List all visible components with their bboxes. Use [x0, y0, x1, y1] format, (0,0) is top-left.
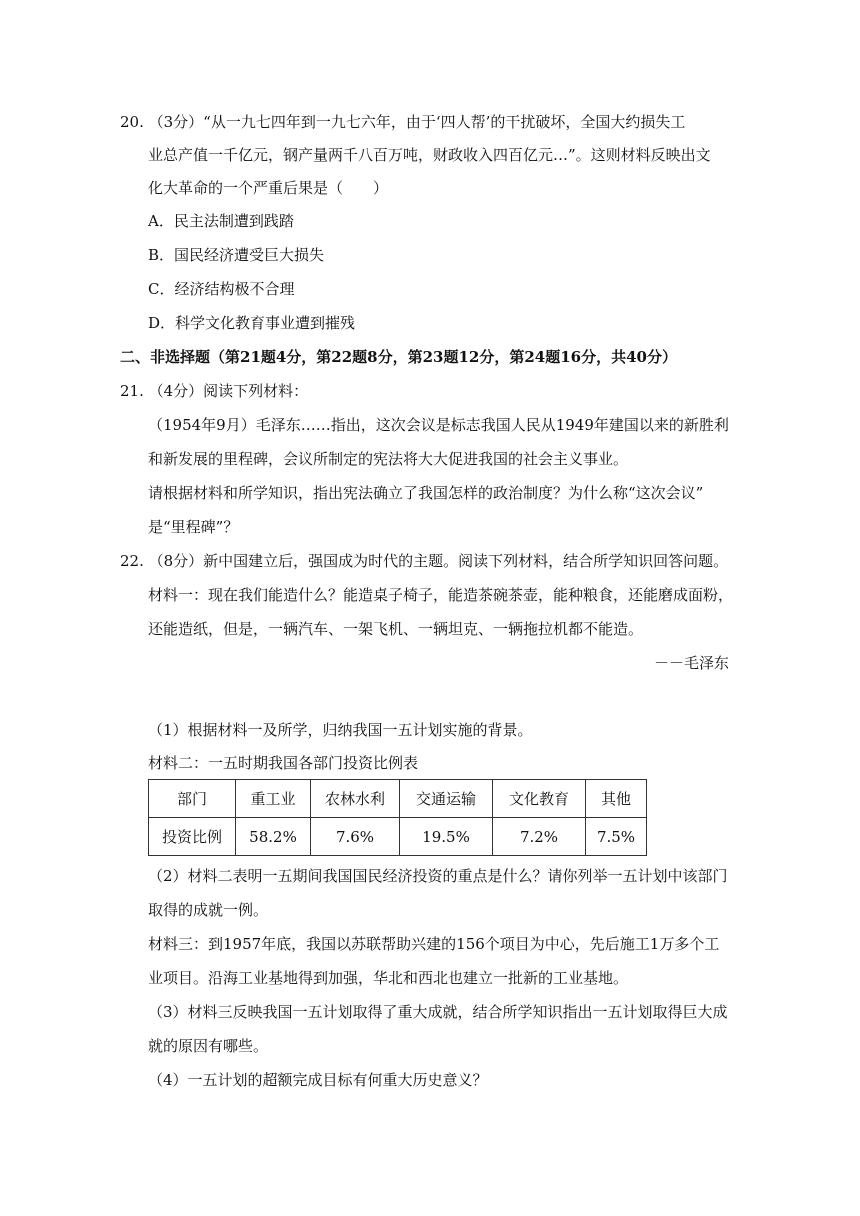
table-header-cell: 交通运输 [400, 780, 493, 818]
q22-sub-question-1: （1）根据材料一及所学，归纳我国一五计划实施的背景。 [148, 721, 533, 739]
q20-option-a: A．民主法制遭到践踏 [148, 212, 294, 230]
q21-line-2: （1954年9月）毛泽东……指出，这次会议是标志我国人民从1949年建国以来的新胜利 [148, 416, 729, 434]
table-cell: 58.2% [236, 818, 311, 856]
table-cell: 7.6% [311, 818, 400, 856]
section-2-title: 二、非选择题（第21题4分，第22题8分，第23题12分，第24题16分，共40分） [120, 348, 677, 366]
q22-material-2-title: 材料二：一五时期我国各部门投资比例表 [148, 754, 419, 772]
table-cell: 19.5% [400, 818, 493, 856]
table-cell: 7.5% [586, 818, 647, 856]
q21-line-3: 和新发展的里程碑，会议所制定的宪法将大大促进我国的社会主义事业。 [148, 450, 629, 468]
table-header-cell: 重工业 [236, 780, 311, 818]
q20-option-c: C．经济结构极不合理 [148, 280, 295, 298]
q20-option-d: D．科学文化教育事业遭到摧残 [148, 314, 356, 332]
table-header-cell: 部门 [149, 780, 236, 818]
q22-attribution: －－毛泽东 [653, 654, 729, 672]
q20-line-3: 化大革命的一个严重后果是（ ） [148, 179, 389, 197]
q22-material-3-line-1: 材料三：到1957年底，我国以苏联帮助兴建的156个项目为中心，先后施工1万多个工 [148, 935, 720, 953]
q22-material-1-line-2: 还能造纸，但是，一辆汽车、一架飞机、一辆坦克、一辆拖拉机都不能造。 [148, 620, 644, 638]
q21-line-1: 21. （4分）阅读下列材料： [120, 382, 309, 400]
q21-line-4: 请根据材料和所学知识，指出宪法确立了我国怎样的政治制度？为什么称“这次会议” [148, 484, 704, 502]
q22-sub-question-2-line-1: （2）材料二表明一五期间我国国民经济投资的重点是什么？请你列举一五计划中该部门 [148, 867, 728, 885]
table-header-row [149, 780, 647, 818]
q22-sub-question-3-line-1: （3）材料三反映我国一五计划取得了重大成就，结合所学知识指出一五计划取得巨大成 [148, 1003, 728, 1021]
q20-line-1: 20. （3分）“从一九七四年到一九七六年，由于‘四人帮’的干扰破坏，全国大约损失工 [120, 113, 686, 131]
q22-line-1: 22. （8分）新中国建立后，强国成为时代的主题。阅读下列材料，结合所学知识回答问题。 [120, 552, 729, 570]
table-header-cell: 文化教育 [493, 780, 586, 818]
table-header-cell: 农林水利 [311, 780, 400, 818]
q22-material-3-line-2: 业项目。沿海工业基地得到加强，华北和西北也建立一批新的工业基地。 [148, 969, 629, 987]
q20-line-2: 业总产值一千亿元，钢产量两千八百万吨，财政收入四百亿元…”。这则材料反映出文 [148, 146, 711, 164]
q20-option-b: B．国民经济遭受巨大损失 [148, 246, 325, 264]
table-cell: 7.2% [493, 818, 586, 856]
table-row [149, 818, 647, 856]
q22-sub-question-2-line-2: 取得的成就一例。 [148, 901, 269, 919]
table-cell: 投资比例 [149, 818, 236, 856]
investment-table [148, 779, 647, 856]
q22-sub-question-4: （4）一五计划的超额完成目标有何重大历史意义？ [148, 1071, 488, 1089]
q22-material-1-line-1: 材料一：现在我们能造什么？能造桌子椅子，能造茶碗茶壶，能种粮食，还能磨成面粉， [148, 586, 734, 604]
q21-line-5: 是“里程碑”？ [148, 518, 239, 536]
table-header-cell: 其他 [586, 780, 647, 818]
q22-sub-question-3-line-2: 就的原因有哪些。 [148, 1037, 269, 1055]
